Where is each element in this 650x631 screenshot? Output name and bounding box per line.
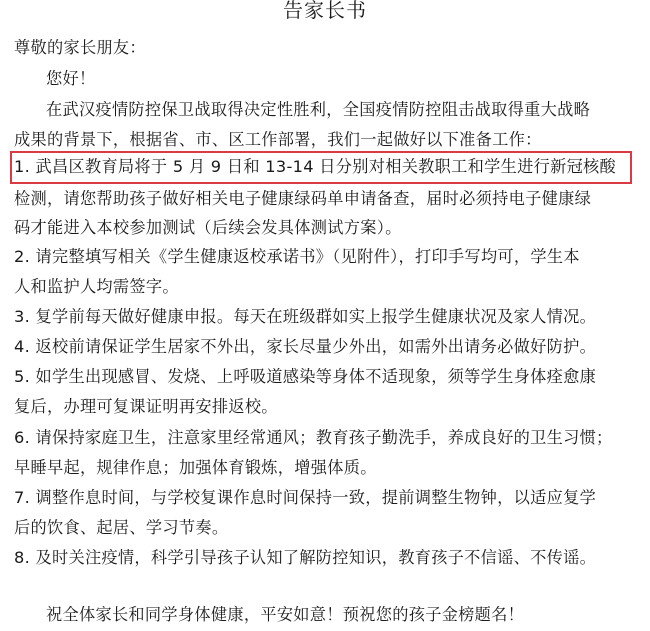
closing-wishes: 祝全体家长和同学身体健康，平安如意！预祝您的孩子金榜题名！ — [46, 605, 525, 624]
item-2-line-2: 人和监护人均需签字。 — [14, 277, 179, 296]
item-5-line-2: 复后，办理可复课证明再安排返校。 — [14, 397, 278, 416]
greeting: 您好！ — [46, 69, 96, 88]
salutation: 尊敬的家长朋友： — [14, 38, 146, 57]
item-1-line-3: 码才能进入本校参加测试（后续会发具体测试方案）。 — [14, 218, 402, 237]
item-1-line-1: 1. 武昌区教育局将于 5 月 9 日和 13-14 日分别对相关教职工和学生进行新冠核酸 — [14, 157, 617, 176]
document-title: 告家长书 — [283, 0, 367, 22]
item-4-line-1: 4. 返校前请保证学生居家不外出，家长尽量少外出，如需外出请务必做好防护。 — [14, 337, 597, 356]
intro-line-2: 成果的背景下，根据省、市、区工作部署，我们一起做好以下准备工作： — [14, 130, 542, 149]
item-6-line-2: 早睡早起，规律作息；加强体育锻炼，增强体质。 — [14, 458, 377, 477]
item-1-line-2: 检测，请您帮助孩子做好相关电子健康绿码单申请备查，届时必须持电子健康绿 — [14, 189, 592, 208]
item-2-line-1: 2. 请完整填写相关《学生健康返校承诺书》（见附件），打印手写均可，学生本 — [14, 247, 580, 266]
item-8-line-1: 8. 及时关注疫情，科学引导孩子认知了解防控知识，教育孩子不信谣、不传谣。 — [14, 548, 597, 567]
item-3-line-1: 3. 复学前每天做好健康申报。每天在班级群如实上报学生健康状况及家人情况。 — [14, 307, 597, 326]
item-5-line-1: 5. 如学生出现感冒、发烧、上呼吸道感染等身体不适现象，须等学生身体痊愈康 — [14, 367, 597, 386]
item-7-line-1: 7. 调整作息时间，与学校复课作息时间保持一致，提前调整生物钟，以适应复学 — [14, 488, 597, 507]
intro-line-1: 在武汉疫情防控保卫战取得决定性胜利，全国疫情防控阻击战取得重大战略 — [46, 100, 591, 119]
item-7-line-2: 后的饮食、起居、学习节奏。 — [14, 518, 229, 537]
item-6-line-1: 6. 请保持家庭卫生，注意家里经常通风；教育孩子勤洗手，养成良好的卫生习惯； — [14, 428, 613, 447]
